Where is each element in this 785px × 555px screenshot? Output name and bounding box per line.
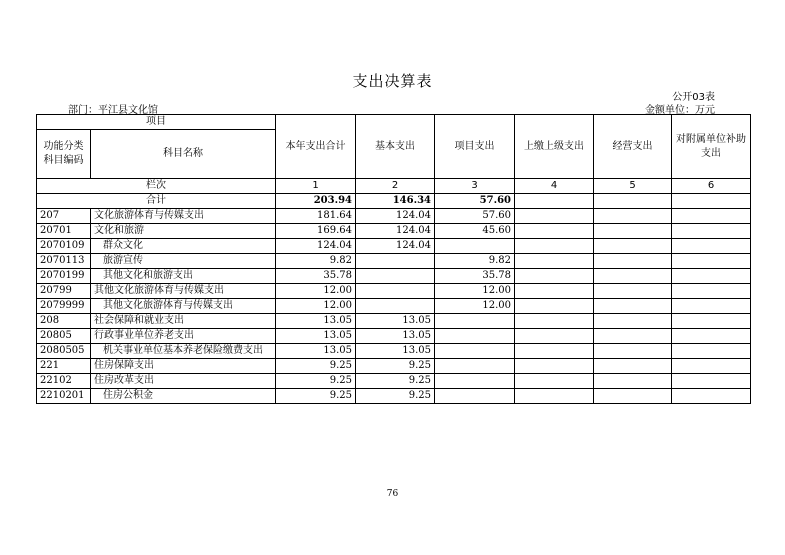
row-total: 35.78 [276, 269, 356, 284]
row-total: 181.64 [276, 209, 356, 224]
row-name: 其他文化和旅游支出 [91, 269, 276, 284]
column-index-row [37, 179, 751, 194]
row-business [594, 314, 672, 329]
table-row [37, 329, 751, 344]
row-project: 57.60 [435, 209, 515, 224]
row-project [435, 374, 515, 389]
row-total: 9.82 [276, 254, 356, 269]
header-project: 项目支出 [435, 115, 515, 179]
header-total: 本年支出合计 [276, 115, 356, 179]
form-number: 公开03表 [672, 92, 715, 103]
row-code: 2080505 [37, 344, 91, 359]
page-number: 76 [386, 489, 399, 499]
row-code: 2070113 [37, 254, 91, 269]
row-total: 9.25 [276, 359, 356, 374]
row-code: 2210201 [37, 389, 91, 404]
row-business [594, 389, 672, 404]
row-upper [515, 359, 594, 374]
row-name: 文化和旅游 [91, 224, 276, 239]
row-code: 221 [37, 359, 91, 374]
row-business [594, 329, 672, 344]
column-index-2: 2 [356, 179, 435, 194]
table-row [37, 314, 751, 329]
row-name: 社会保障和就业支出 [91, 314, 276, 329]
row-subsidiary [672, 239, 751, 254]
row-project [435, 239, 515, 254]
row-project [435, 314, 515, 329]
column-index-label: 栏次 [37, 179, 276, 194]
row-name: 群众文化 [91, 239, 276, 254]
summary-basic: 146.34 [356, 194, 435, 209]
row-business [594, 239, 672, 254]
summary-total: 203.94 [276, 194, 356, 209]
row-upper [515, 389, 594, 404]
table-row [37, 389, 751, 404]
row-total: 9.25 [276, 374, 356, 389]
row-upper [515, 254, 594, 269]
row-total: 13.05 [276, 314, 356, 329]
row-upper [515, 284, 594, 299]
table-row [37, 299, 751, 314]
row-subsidiary [672, 284, 751, 299]
row-code: 208 [37, 314, 91, 329]
table-row [37, 269, 751, 284]
row-basic: 9.25 [356, 359, 435, 374]
row-name: 旅游宣传 [91, 254, 276, 269]
column-index-4: 4 [515, 179, 594, 194]
row-total: 124.04 [276, 239, 356, 254]
header-upper: 上缴上级支出 [515, 115, 594, 179]
row-upper [515, 224, 594, 239]
table-row [37, 254, 751, 269]
row-basic: 9.25 [356, 374, 435, 389]
row-business [594, 359, 672, 374]
row-subsidiary [672, 209, 751, 224]
header-subsidiary: 对附属单位补助支出 [672, 115, 751, 179]
row-name: 其他文化旅游体育与传媒支出 [91, 299, 276, 314]
row-basic: 13.05 [356, 344, 435, 359]
row-subsidiary [672, 254, 751, 269]
row-name: 机关事业单位基本养老保险缴费支出 [91, 344, 276, 359]
row-basic: 13.05 [356, 314, 435, 329]
row-code: 20805 [37, 329, 91, 344]
row-upper [515, 299, 594, 314]
row-upper [515, 269, 594, 284]
summary-row [37, 194, 751, 209]
row-name: 住房改革支出 [91, 374, 276, 389]
row-code: 207 [37, 209, 91, 224]
header-name: 科目名称 [91, 130, 276, 179]
row-business [594, 224, 672, 239]
row-business [594, 374, 672, 389]
row-basic: 124.04 [356, 239, 435, 254]
table-row [37, 209, 751, 224]
row-upper [515, 209, 594, 224]
row-basic [356, 254, 435, 269]
row-basic [356, 284, 435, 299]
row-basic [356, 299, 435, 314]
row-business [594, 209, 672, 224]
row-basic: 13.05 [356, 329, 435, 344]
row-project: 12.00 [435, 299, 515, 314]
row-project [435, 329, 515, 344]
table-row [37, 224, 751, 239]
header-row-item [37, 115, 751, 130]
row-total: 12.00 [276, 299, 356, 314]
header-business: 经营支出 [594, 115, 672, 179]
table-row [37, 374, 751, 389]
row-upper [515, 314, 594, 329]
summary-upper [515, 194, 594, 209]
summary-project: 57.60 [435, 194, 515, 209]
row-project: 9.82 [435, 254, 515, 269]
summary-label: 合计 [37, 194, 276, 209]
row-code: 20701 [37, 224, 91, 239]
row-subsidiary [672, 269, 751, 284]
row-subsidiary [672, 389, 751, 404]
row-project: 45.60 [435, 224, 515, 239]
row-basic: 9.25 [356, 389, 435, 404]
row-business [594, 254, 672, 269]
row-total: 9.25 [276, 389, 356, 404]
row-code: 2079999 [37, 299, 91, 314]
row-basic [356, 269, 435, 284]
column-index-1: 1 [276, 179, 356, 194]
column-index-5: 5 [594, 179, 672, 194]
row-upper [515, 239, 594, 254]
row-name: 住房公积金 [91, 389, 276, 404]
row-business [594, 299, 672, 314]
row-code: 2070199 [37, 269, 91, 284]
summary-business [594, 194, 672, 209]
table-row [37, 284, 751, 299]
row-subsidiary [672, 344, 751, 359]
column-index-6: 6 [672, 179, 751, 194]
row-project [435, 359, 515, 374]
row-upper [515, 374, 594, 389]
table-row [37, 344, 751, 359]
row-name: 住房保障支出 [91, 359, 276, 374]
row-code: 22102 [37, 374, 91, 389]
amount-unit-label: 金额单位：万元 [645, 105, 715, 116]
row-business [594, 284, 672, 299]
row-subsidiary [672, 299, 751, 314]
row-basic: 124.04 [356, 209, 435, 224]
row-name: 行政事业单位养老支出 [91, 329, 276, 344]
column-index-3: 3 [435, 179, 515, 194]
department-label: 部门：平江县文化馆 [68, 105, 158, 116]
row-total: 13.05 [276, 329, 356, 344]
header-code: 功能分类科目编码 [37, 130, 91, 179]
table-row [37, 239, 751, 254]
row-total: 12.00 [276, 284, 356, 299]
row-project [435, 389, 515, 404]
row-code: 2070109 [37, 239, 91, 254]
row-project: 12.00 [435, 284, 515, 299]
row-subsidiary [672, 359, 751, 374]
row-total: 13.05 [276, 344, 356, 359]
row-subsidiary [672, 374, 751, 389]
table-row [37, 359, 751, 374]
row-business [594, 344, 672, 359]
header-item: 项目 [37, 115, 276, 130]
row-name: 文化旅游体育与传媒支出 [91, 209, 276, 224]
row-upper [515, 344, 594, 359]
row-subsidiary [672, 224, 751, 239]
row-upper [515, 329, 594, 344]
row-subsidiary [672, 314, 751, 329]
row-business [594, 269, 672, 284]
row-project: 35.78 [435, 269, 515, 284]
row-total: 169.64 [276, 224, 356, 239]
row-code: 20799 [37, 284, 91, 299]
row-project [435, 344, 515, 359]
header-basic: 基本支出 [356, 115, 435, 179]
row-subsidiary [672, 329, 751, 344]
row-name: 其他文化旅游体育与传媒支出 [91, 284, 276, 299]
summary-subsidiary [672, 194, 751, 209]
row-basic: 124.04 [356, 224, 435, 239]
expenditure-table [36, 114, 751, 404]
page-title: 支出决算表 [352, 72, 433, 90]
